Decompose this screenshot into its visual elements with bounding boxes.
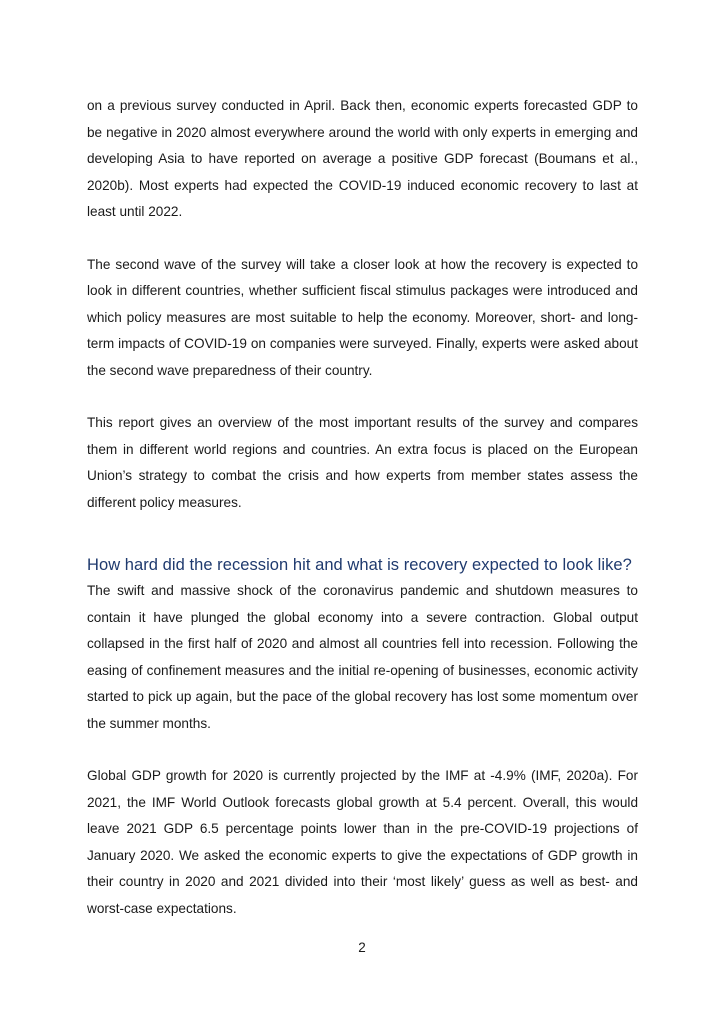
paragraph-report-overview: This report gives an overview of the most important results of the survey and compares them in different world regions and countries. An extra focus is placed on the European Union’s strategy to combat the crisis and how experts from member states assess the different policy measures. [87,415,638,510]
page-number: 2 [358,940,366,955]
paragraph-spacer [87,384,638,410]
paragraph-spacer [87,737,638,763]
paragraph-spacer [87,226,638,252]
paragraph-survey-background: on a previous survey conducted in April. Back then, economic experts forecasted GDP to be negative in 2020 almost everywhere around the world with only experts in emerging and developing Asia to have reported on average a positive GDP forecast (Boumans et al., 2020b). Most experts had expected the COVID-19 induced economic recovery to last at least until 2022. [87,98,638,219]
paragraph-second-wave: The second wave of the survey will take a closer look at how the recovery is expected to look in different countries, whether sufficient fiscal stimulus packages were introduced and which policy measures are most suitable to help the economy. Moreover, short- and long-term impacts of COVID-19 on companies were surveyed. Finally, experts were asked about the second wave preparedness of their country. [87,256,638,378]
paragraph-gdp-growth: Global GDP growth for 2020 is currently projected by the IMF at -4.9% (IMF, 2020a). For 2021, the IMF World Outlook forecasts global growth at 5.4 percent. Overall, this would leave 2021 GDP 6.5 percentage points lower than in the pre-COVID-19 projections of January 2020. We asked the economic experts to give the expectations of GDP growth in their country in 2020 and 2021 divided into their ‘most likely’ guess as well as best- and worst-case expectations. [87,768,638,916]
paragraph-spacer [87,516,638,542]
document-body [87,93,638,922]
section-heading: How hard did the recession hit and what is recovery expected to look like? [87,556,632,574]
paragraph-pandemic-shock: The swift and massive shock of the coronavirus pandemic and shutdown measures to contain it have plunged the global economy into a severe contraction. Global output collapsed in the first half of 2020 and almost all countries fell into recession. Following the easing of confinement measures and the initial re-opening of businesses, economic activity started to pick up again, but the pace of the global recovery has lost some momentum over the summer months. [87,583,638,731]
